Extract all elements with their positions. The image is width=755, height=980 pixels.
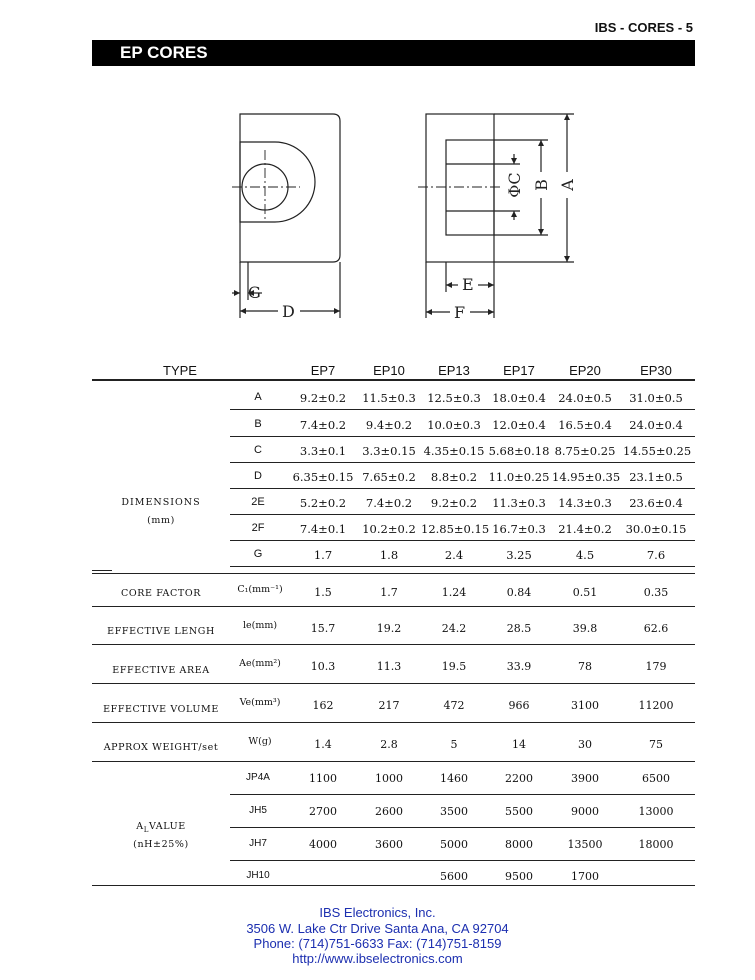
table-row-rule	[230, 488, 695, 489]
table-cell: 0.51	[572, 586, 598, 599]
right-view-inner-frame	[446, 140, 494, 235]
table-row-rule	[230, 409, 695, 410]
column-header-ep7: EP7	[310, 363, 336, 378]
al-row-rule	[230, 794, 695, 795]
al-value-unit: (nH±25%)	[133, 839, 189, 850]
dim-label-c: ΦC	[505, 172, 524, 198]
table-cell: 6500	[642, 772, 670, 785]
dimensions-short-rule	[92, 570, 112, 571]
table-cell: 12.5±0.3	[427, 391, 481, 405]
dimension-symbol: 2E	[251, 496, 265, 508]
table-cell: 4.5	[575, 548, 595, 562]
table-cell: 7.4±0.2	[299, 418, 347, 432]
table-cell: 1100	[309, 772, 337, 785]
page-id: IBS - CORES - 5	[594, 20, 693, 35]
footer-phone: Phone: (714)751-6633 Fax: (714)751-8159	[253, 936, 502, 951]
table-cell: 2600	[375, 805, 403, 818]
table-cell: 11.3	[376, 660, 402, 673]
column-header-ep17: EP17	[503, 363, 535, 378]
property-label: EFFECTIVE VOLUME	[103, 704, 219, 715]
dim-label-d: D	[282, 302, 295, 321]
table-cell: 8.8±0.2	[430, 470, 478, 484]
table-cell: 11200	[638, 699, 674, 712]
table-row-rule	[230, 566, 695, 567]
table-cell: 9500	[505, 870, 533, 883]
dimension-symbol: 2F	[251, 522, 265, 534]
table-cell: 9000	[571, 805, 599, 818]
table-cell: 3500	[440, 805, 468, 818]
dim-label-a: A	[558, 179, 577, 191]
table-cell: 2700	[309, 805, 337, 818]
table-cell: 966	[508, 699, 530, 712]
left-view-u-shape	[240, 142, 315, 222]
al-grade-symbol: JH5	[249, 805, 267, 816]
table-cell: 5600	[440, 870, 468, 883]
property-rule	[92, 722, 695, 723]
table-row-rule	[230, 462, 695, 463]
table-cell: 13500	[567, 838, 603, 851]
property-symbol: Ve(mm³)	[239, 697, 281, 708]
table-cell: 179	[645, 660, 667, 673]
table-cell: 2.4	[444, 548, 464, 562]
table-cell: 14.3±0.3	[558, 496, 612, 510]
table-cell: 2200	[505, 772, 533, 785]
property-label: EFFECTIVE AREA	[112, 665, 210, 676]
al-grade-symbol: JH7	[249, 838, 267, 849]
dimension-symbol: C	[254, 444, 262, 456]
table-cell: 75	[649, 738, 663, 751]
table-cell: 8000	[505, 838, 533, 851]
table-cell: 24.0±0.5	[558, 391, 612, 405]
table-cell: 0.35	[643, 586, 669, 599]
property-rule	[92, 644, 695, 645]
footer-url: http://www.ibselectronics.com	[292, 951, 463, 966]
property-symbol: W(g)	[248, 736, 272, 747]
table-cell: 21.4±0.2	[558, 522, 612, 536]
al-grade-symbol: JP4A	[246, 772, 270, 783]
ep-core-drawing	[0, 0, 755, 340]
table-cell: 3.25	[506, 548, 532, 562]
column-header-ep10: EP10	[373, 363, 405, 378]
property-symbol: le(mm)	[242, 620, 278, 631]
dim-label-b: B	[532, 179, 551, 191]
table-cell: 5000	[440, 838, 468, 851]
property-label: EFFECTIVE LENGH	[107, 626, 215, 637]
property-rule	[92, 683, 695, 684]
property-label: APPROX WEIGHT/set	[103, 742, 219, 753]
table-cell: 5	[450, 738, 458, 751]
table-cell: 162	[312, 699, 334, 712]
table-cell: 1700	[571, 870, 599, 883]
table-cell: 9.2±0.2	[430, 496, 478, 510]
table-cell: 5.2±0.2	[299, 496, 347, 510]
al-grade-symbol: JH10	[246, 870, 270, 881]
table-cell: 11.3±0.3	[492, 496, 546, 510]
table-cell: 3.3±0.15	[362, 444, 416, 458]
property-label: CORE FACTOR	[121, 588, 201, 599]
page-title: EP CORES	[120, 43, 208, 62]
table-cell: 1.7	[313, 548, 333, 562]
dimensions-unit: (mm)	[147, 515, 175, 526]
table-cell: 24.0±0.4	[629, 418, 683, 432]
table-row-rule	[230, 540, 695, 541]
table-cell: 11.5±0.3	[362, 391, 416, 405]
table-cell: 18.0±0.4	[492, 391, 546, 405]
property-symbol: Ae(mm²)	[239, 658, 281, 669]
table-cell: 1.7	[380, 586, 398, 599]
dim-label-e: E	[462, 275, 474, 294]
table-cell: 5.68±0.18	[488, 444, 550, 458]
table-cell: 31.0±0.5	[629, 391, 683, 405]
al-value-label: $A_LVALUE$	[136, 821, 186, 834]
table-cell: 3600	[375, 838, 403, 851]
al-row-rule	[230, 860, 695, 861]
table-cell: 39.8	[572, 622, 598, 635]
table-cell: 10.3	[310, 660, 336, 673]
table-cell: 18000	[638, 838, 674, 851]
property-symbol: C₁(mm⁻¹)	[237, 584, 283, 595]
table-cell: 16.5±0.4	[558, 418, 612, 432]
right-view-outline	[426, 114, 494, 262]
table-cell: 7.4±0.2	[365, 496, 413, 510]
table-cell: 11.0±0.25	[488, 470, 550, 484]
table-cell: 13000	[638, 805, 674, 818]
table-cell: 19.5	[441, 660, 467, 673]
table-cell: 8.75±0.25	[554, 444, 616, 458]
type-header: TYPE	[163, 363, 197, 378]
footer-address: 3506 W. Lake Ctr Drive Santa Ana, CA 92704	[246, 921, 509, 936]
table-cell: 6.35±0.15	[292, 470, 354, 484]
table-cell: 24.2	[441, 622, 467, 635]
column-header-ep13: EP13	[438, 363, 470, 378]
dim-label-f: F	[454, 303, 466, 322]
table-cell: 1460	[440, 772, 468, 785]
table-cell: 2.8	[380, 738, 398, 751]
table-cell: 12.0±0.4	[492, 418, 546, 432]
column-header-ep30: EP30	[640, 363, 672, 378]
column-header-ep20: EP20	[569, 363, 601, 378]
table-cell: 5500	[505, 805, 533, 818]
table-cell: 1.24	[441, 586, 467, 599]
table-cell: 3100	[571, 699, 599, 712]
table-cell: 14.95±0.35	[552, 470, 621, 484]
dim-label-g: G	[248, 283, 261, 302]
table-cell: 23.1±0.5	[629, 470, 683, 484]
table-cell: 7.65±0.2	[362, 470, 416, 484]
table-cell: 3900	[571, 772, 599, 785]
table-cell: 78	[578, 660, 592, 673]
table-cell: 16.7±0.3	[492, 522, 546, 536]
property-rule	[92, 606, 695, 607]
table-cell: 14.55±0.25	[623, 444, 692, 458]
table-cell: 30	[578, 738, 592, 751]
dimension-symbol: G	[253, 548, 263, 560]
table-cell: 0.84	[506, 586, 532, 599]
table-cell: 12.85±0.15	[421, 522, 490, 536]
left-view-outline	[240, 114, 340, 262]
table-cell: 33.9	[506, 660, 532, 673]
table-cell: 28.5	[506, 622, 532, 635]
table-cell: 23.6±0.4	[629, 496, 683, 510]
table-cell: 14	[512, 738, 526, 751]
table-cell: 4000	[309, 838, 337, 851]
table-cell: 1000	[375, 772, 403, 785]
al-row-rule	[230, 827, 695, 828]
table-cell: 7.4±0.1	[299, 522, 347, 536]
table-cell: 1.4	[314, 738, 332, 751]
table-cell: 15.7	[310, 622, 336, 635]
dimension-symbol: D	[254, 470, 262, 482]
table-cell: 9.4±0.2	[365, 418, 413, 432]
dimensions-bottom-rule	[92, 573, 695, 574]
table-cell: 472	[443, 699, 465, 712]
table-top-rule	[92, 379, 695, 381]
table-cell: 1.5	[314, 586, 332, 599]
footer-company: IBS Electronics, Inc.	[319, 905, 436, 920]
table-bottom-rule	[92, 885, 695, 886]
table-cell: 7.6	[646, 548, 666, 562]
table-cell: 4.35±0.15	[423, 444, 485, 458]
table-cell: 9.2±0.2	[299, 391, 347, 405]
table-row-rule	[230, 514, 695, 515]
dimension-symbol: A	[254, 391, 262, 403]
table-cell: 10.2±0.2	[362, 522, 416, 536]
property-rule	[92, 761, 695, 762]
dimension-symbol: B	[254, 418, 262, 430]
dimensions-label: DIMENSIONS	[121, 497, 201, 508]
table-cell: 62.6	[643, 622, 669, 635]
table-cell: 3.3±0.1	[299, 444, 347, 458]
table-cell: 1.8	[379, 548, 399, 562]
table-cell: 217	[378, 699, 400, 712]
table-row-rule	[230, 436, 695, 437]
table-cell: 30.0±0.15	[625, 522, 687, 536]
table-cell: 19.2	[376, 622, 402, 635]
table-cell: 10.0±0.3	[427, 418, 481, 432]
